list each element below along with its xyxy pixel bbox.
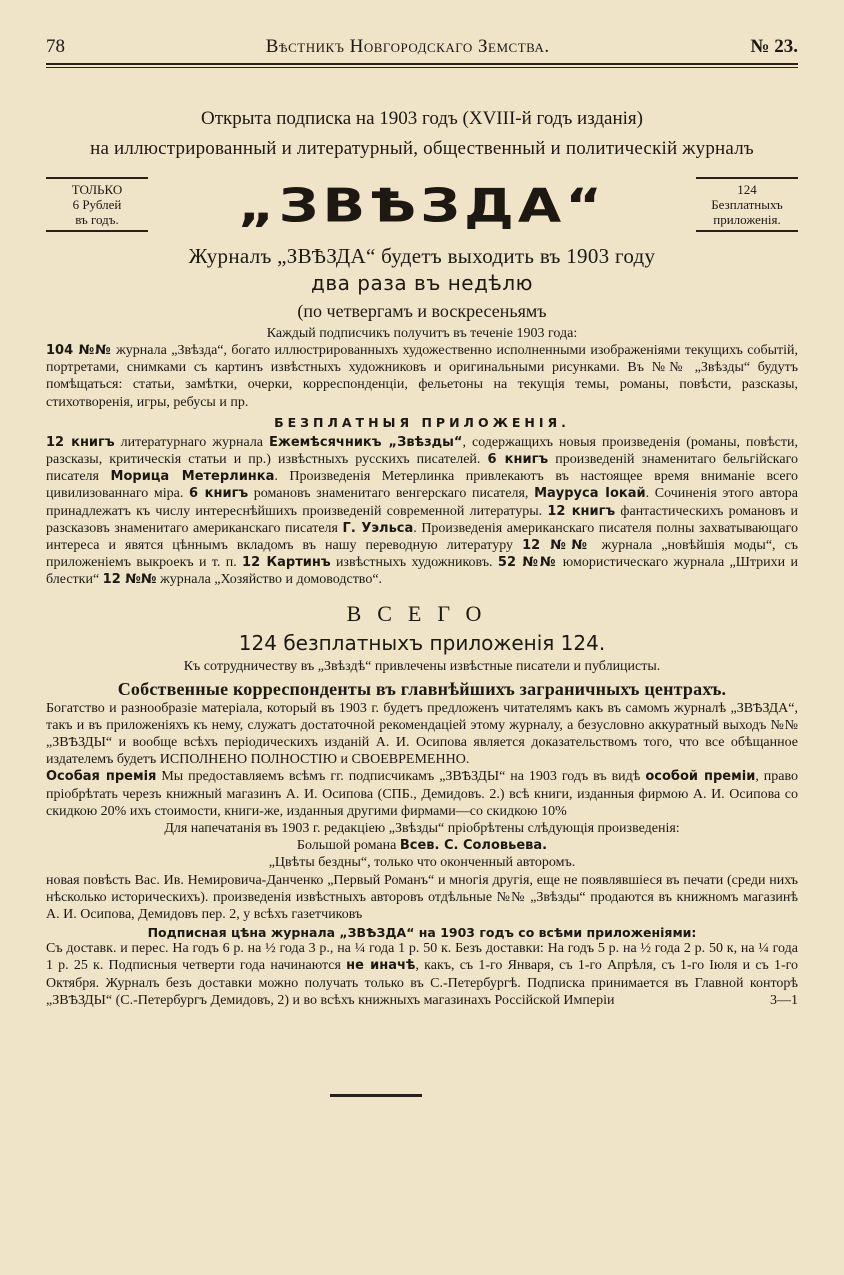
text-run: фантастическихъ романовъ и разсказовъ знаменитаго американскаго писателя	[46, 503, 798, 536]
text-run: журнала „Хозяйство и домоводство“.	[156, 572, 383, 588]
bold-term: 12 книгъ	[46, 434, 115, 450]
bold-term: 104 №№	[46, 343, 112, 358]
header-rule	[46, 67, 798, 68]
bold-term: 6 книгъ	[188, 486, 249, 502]
bold-term: особой преміи	[645, 769, 756, 785]
subscription-line: Открыта подписка на 1903 годъ (XVIII-й годъ изданія)	[201, 108, 643, 129]
issue-number: № 23.	[750, 36, 798, 57]
text-run: Съ доставк. и перес. На годъ 6 р. на ½ года 3 р., на ¼ года 1 р. 50 к. Безъ доставки: На годъ 5 р. на ½ года 2 р. 50 к, на ¼ года 1 р. 25 к. Подписныя четверти года начинаются	[46, 941, 798, 974]
paragraph-works: новая повѣсть Вас. Ив. Немировича-Данченко „Первый Романъ“ и многія другія, еще не появлявшіеся въ печати (среди нихъ нѣсколько историческихъ). произведенія извѣстныхъ авторовъ отдѣльные №№ „Звѣзды“ продаются въ книжномъ магазинѣ А. И. Осипова, Демидовъ пер. 2, у всѣхъ газетчиковъ	[46, 872, 798, 923]
bold-term: 12 №№	[102, 572, 157, 588]
bold-term: Особая премія	[46, 769, 157, 785]
text-run: . Произведенія американскаго писателя полны захватывающаго интереса и явятся цѣннымъ вкладомъ въ нашу переводную литературу	[46, 520, 799, 554]
novel-line	[46, 837, 798, 854]
supplements-box-line: 124	[737, 181, 757, 197]
paragraph-issues	[46, 342, 798, 411]
intro-line: Каждый подписчикъ получитъ въ теченіе 1903 года:	[266, 326, 578, 341]
bold-term: Всев. С. Соловьева.	[399, 838, 548, 854]
bold-term: 12 книгъ	[547, 503, 616, 519]
page-number: 78	[46, 36, 65, 57]
journal-title: Вѣстникъ Новгородскаго Земства.	[265, 36, 550, 57]
bold-term: не иначѣ	[346, 958, 416, 974]
acquired-works-line: Для напечатанія въ 1903 г. редакціею „Звѣзды“ пріобрѣтены слѣдующія произведенія:	[164, 821, 680, 837]
text-run: , содержащихъ новыя произведенія (романы, повѣсти, разсказы, критическія статьи и пр.) извѣстныхъ русскихъ писателей.	[46, 434, 799, 468]
bold-term: 6 книгъ	[487, 452, 549, 468]
supplements-box-line: Безплатныхъ	[711, 196, 783, 212]
bold-term: Ежемѣсячникъ „Звѣзды“	[269, 434, 463, 450]
supplements-box-line: приложенія.	[713, 211, 781, 227]
correspondents-line: Собственные корреспонденты въ главнѣйшихъ заграничныхъ центрахъ.	[117, 678, 727, 699]
flowers-line: „Цвѣты бездны“, только что оконченный авторомъ.	[268, 855, 576, 871]
text-run: Мы предоставляемъ всѣмъ гг. подписчикамъ „ЗВѢЗДЫ“ на 1903 годъ въ видѣ	[156, 769, 646, 785]
frequency-line: два раза въ недѣлю	[311, 271, 533, 295]
bold-term: 52 №№	[497, 555, 558, 571]
page	[46, 36, 798, 1009]
total-supplements: 124 безплатныхъ приложенія 124.	[238, 630, 606, 655]
running-header	[46, 36, 798, 65]
journal-description: на иллюстрированный и литературный, общественный и политическій журналъ	[90, 138, 754, 159]
price-heading: Подписная цѣна журнала „ЗВѢЗДА“ на 1903 годъ со всѣми приложеніями:	[147, 925, 697, 941]
masthead	[46, 172, 798, 236]
text-run: . Сочиненія этого автора принадлежатъ къ числу интереснѣйшихъ произведеній современной литературы.	[46, 486, 799, 519]
paragraph-premium	[46, 768, 798, 820]
price-box-line: 6 Рублей	[72, 196, 122, 212]
text-run: . Произведенія Метерлинка привлекаютъ въ настоящее время вниманіе всего цивилизованнаго міра.	[46, 469, 798, 502]
total-heading: ВСЕГО	[346, 600, 498, 626]
text-run: журнала „Звѣзда“, богато иллюстрированныхъ художественно исполненными изображеніями текущихъ событій, портретами, снимками съ картинъ извѣстныхъ художниковъ и оригинальными рисунками. Въ №№ „Звѣзды“ будутъ помѣщаться: статьи, замѣтки, очерки, корреспонденціи, фельетоны на текущія темы, романы, повѣсти, разсказы, стихотворенія, игры, ребусы и пр.	[46, 343, 798, 410]
bold-term: Морица Метерлинка	[110, 469, 275, 485]
text-run: юмористическаго журнала „Штрихи и блестки“	[46, 555, 798, 588]
text-run: литературнаго журнала	[114, 434, 270, 450]
price-box-line: въ годъ.	[75, 211, 119, 227]
text-run: , какъ, съ 1-го Января, съ 1-го Апрѣля, съ 1-го Іюля и съ 1-го Октября. Журналъ безъ доставки можно получать только въ С.-Петербургѣ. Подписка принимается въ Главной конторѣ „ЗВѢЗДЫ“ (С.-Петербургъ Демидовъ, 2) и во всѣхъ книжныхъ магазинахъ Россійской Имперіи	[46, 958, 799, 1008]
bold-term: 12 Картинъ	[242, 555, 331, 571]
end-rule	[330, 1094, 422, 1097]
print-run-mark: 3—1	[770, 992, 798, 1008]
text-run: романовъ знаменитаго венгерскаго писателя,	[248, 486, 535, 502]
price-box-line: ТОЛЬКО	[71, 181, 123, 197]
paragraph-prices	[46, 940, 798, 1009]
days-line: (по четвергамъ и воскресеньямъ	[297, 301, 547, 321]
schedule-line: Журналъ „ЗВѢЗДА“ будетъ выходить въ 1903 году	[188, 244, 656, 268]
text-run: произведеній знаменитаго бельгійскаго писателя	[46, 452, 798, 485]
journal-logo: „ЗВѢЗДА“	[237, 179, 607, 233]
bold-term: Г. Уэльса	[342, 520, 414, 536]
paragraph-richness: Богатство и разнообразіе матеріала, который въ 1903 г. будетъ предложенъ читателямъ какъ въ самомъ журналѣ „ЗВѢЗДА“, такъ и въ приложеніяхъ къ нему, служатъ достаточной рекомендаціей этому журналу, а безусловно аккуратный выходъ №№ „ЗВѢЗДЫ“ и вообще всѣхъ періодическихъ изданій А. И. Осипова является доказательствомъ того, что все обѣщанное издателемъ будетъ ИСПОЛНЕНО ПОЛНОСТІЮ и СВОЕВРЕМЕННО.	[46, 700, 798, 768]
price-box	[46, 177, 148, 232]
text-run: , право пріобрѣтать черезъ книжный магазинъ А. И. Осипова (СПБ., Демидовъ. 2.) всѣ книги, изданныя фирмою А. И. Осипова со скидкою 20% ихъ стоимости, книги-же, изданныя другими фирмами—со скидкою 10%	[46, 769, 798, 819]
bold-term: Мауруса Іокай	[534, 486, 646, 502]
text-run: журнала „новѣйшія моды“, съ приложеніемъ выкроекъ и т. п.	[46, 538, 799, 571]
text-run: Большой романа	[296, 838, 400, 854]
text-run: извѣстныхъ художниковъ.	[330, 555, 498, 571]
supplements-box	[696, 177, 798, 232]
contributors-line: Къ сотрудничеству въ „Звѣздѣ“ привлечены извѣстные писатели и публицисты.	[183, 658, 661, 674]
bold-term: 12 №№	[522, 538, 593, 554]
free-supplements-heading: БЕЗПЛАТНЫЯ ПРИЛОЖЕНІЯ.	[274, 414, 570, 430]
paragraph-supplements	[46, 434, 798, 589]
